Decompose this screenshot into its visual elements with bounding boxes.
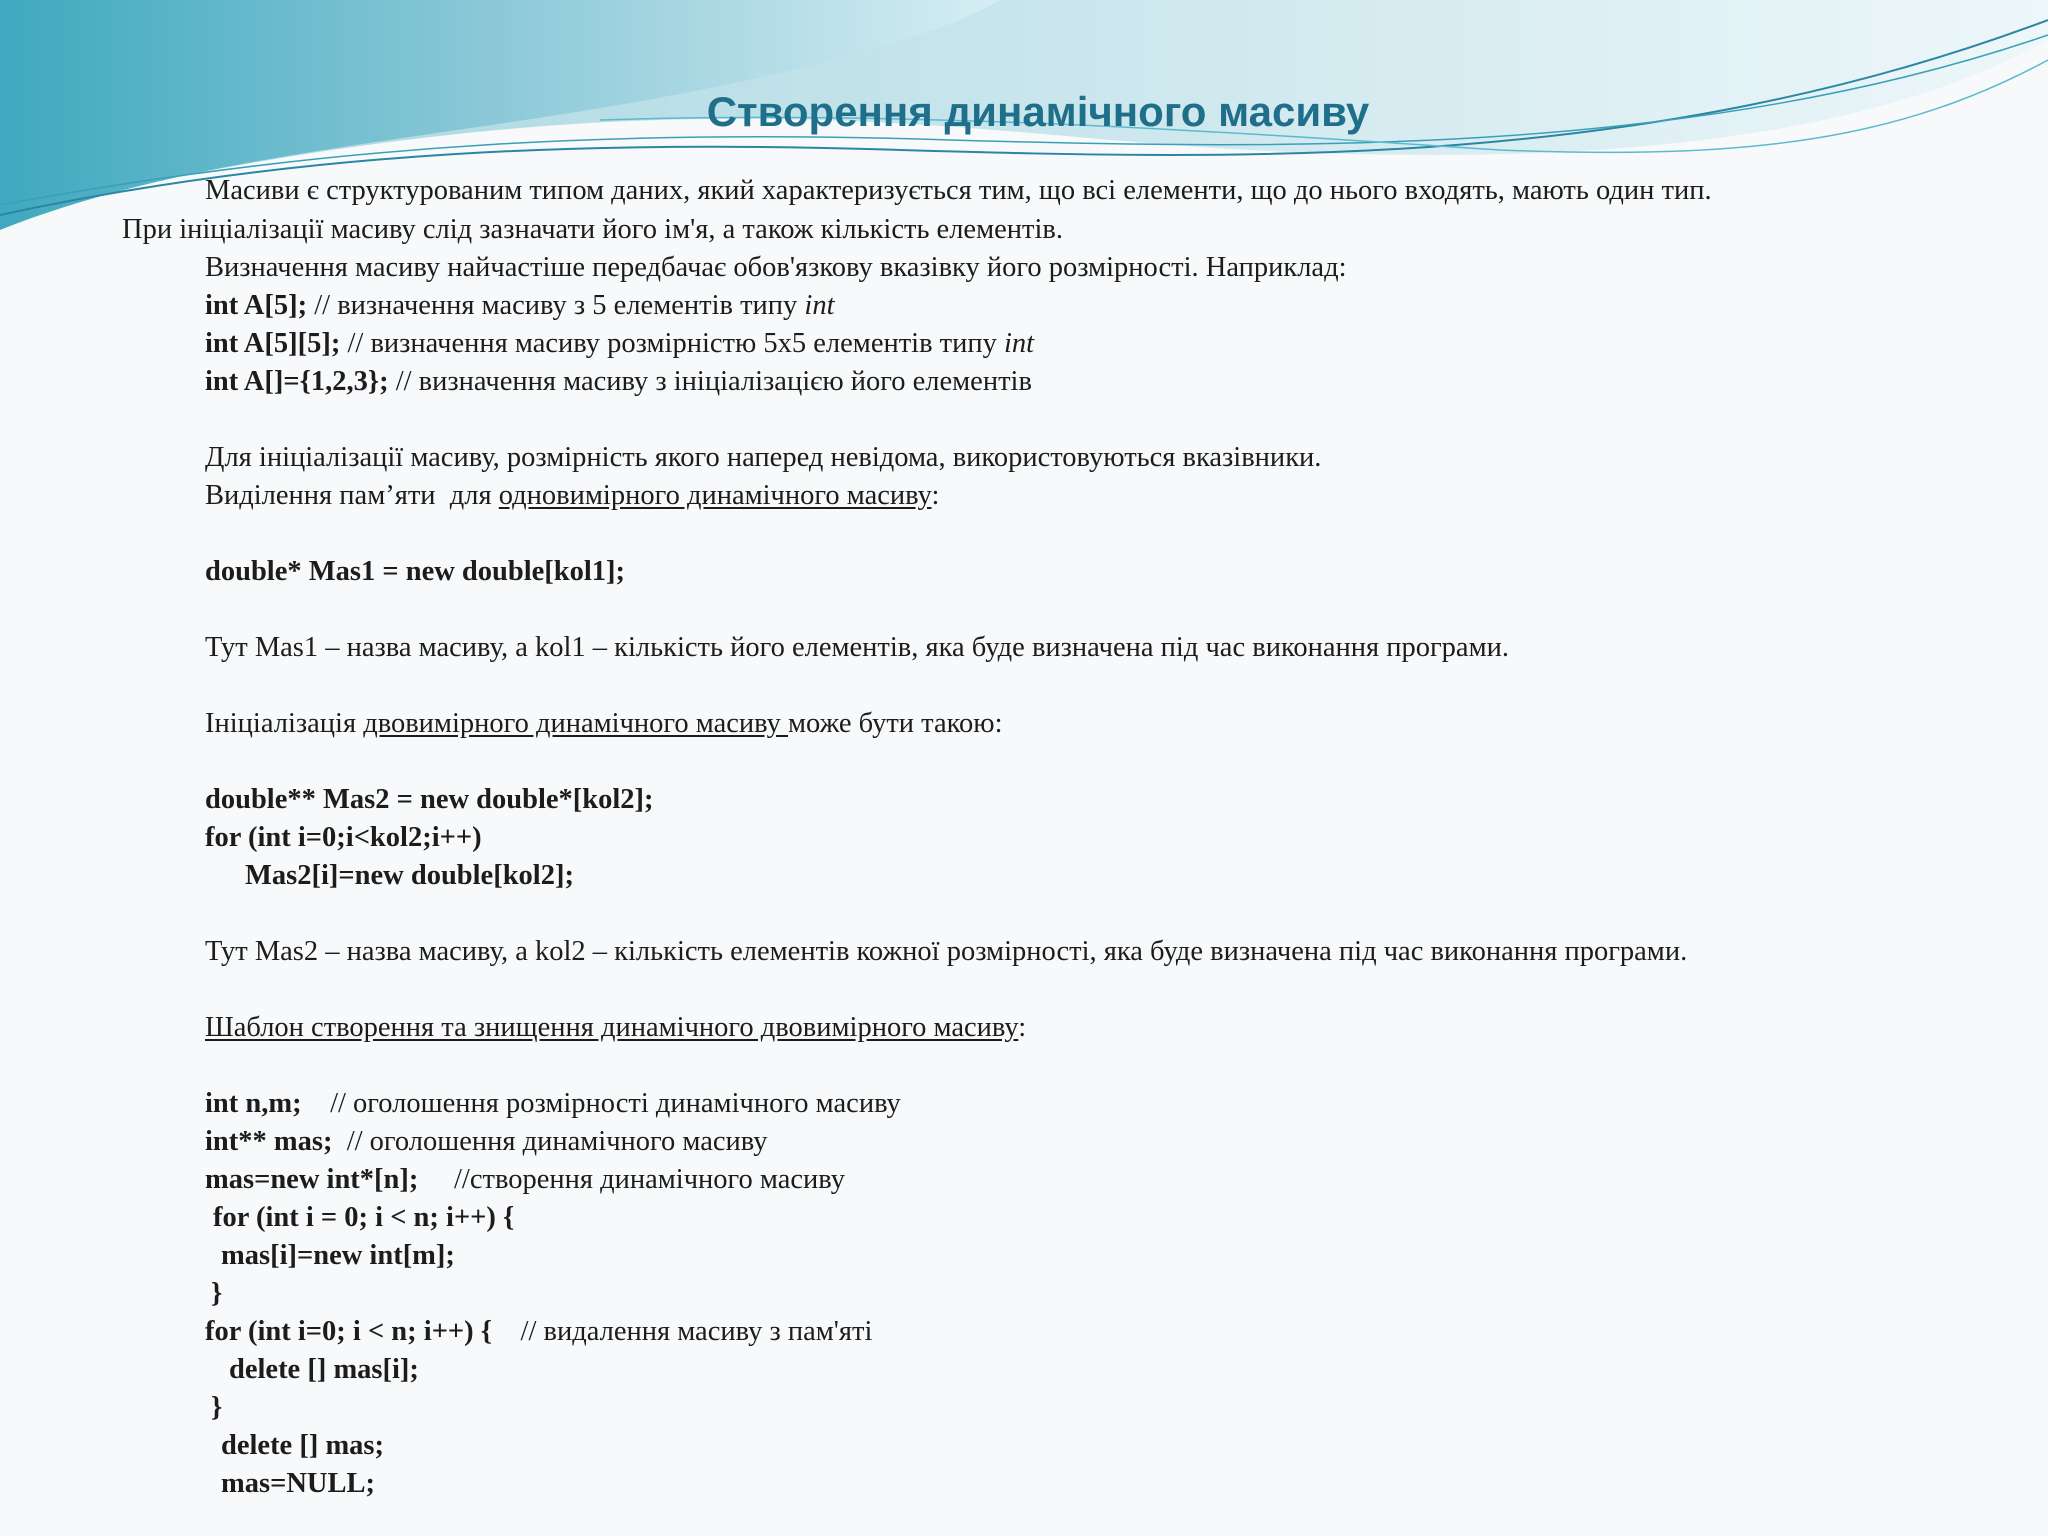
- example-line-2: int A[5][5]; // визначення масиву розмірністю 5х5 елементів типу int: [205, 328, 1035, 359]
- template-line-2: int** mas; // оголошення динамічного масиву: [205, 1126, 768, 1157]
- paragraph-template-heading: Шаблон створення та знищення динамічного двовимірного масиву:: [205, 1012, 1027, 1043]
- code-2d-line-2: for (int i=0;i<kol2;i++): [205, 822, 482, 853]
- template-line-7: for (int i=0; i < n; i++) { // видалення масиву з пам'яті: [205, 1316, 873, 1347]
- example-line-1: int A[5]; // визначення масиву з 5 елементів типу int: [205, 290, 835, 321]
- template-line-10: delete [] mas;: [221, 1430, 385, 1461]
- code-2d-line-1: double** Mas2 = new double*[kol2];: [205, 784, 654, 815]
- paragraph-mas2-explain: Тут Mas2 – назва масиву, а kol2 – кількість елементів кожної розмірності, яка буде визначена під час виконання програми.: [205, 936, 1688, 967]
- template-line-3: mas=new int*[n]; //створення динамічного масиву: [205, 1164, 846, 1195]
- code-1d-alloc: double* Mas1 = new double[kol1];: [205, 556, 626, 587]
- paragraph-memory-1d: Виділення пам’яти для одновимірного динамічного масиву:: [205, 480, 940, 511]
- paragraph-intro-line2: При ініціалізації масиву слід зазначати його ім'я, а також кількість елементів.: [122, 214, 1063, 245]
- paragraph-mas1-explain: Тут Mas1 – назва масиву, а kol1 – кількість його елементів, яка буде визначена під час виконання програми.: [205, 632, 1509, 663]
- example-line-3: int A[]={1,2,3}; // визначення масиву з ініціалізацією його елементів: [205, 366, 1032, 397]
- code-2d-line-3: Mas2[i]=new double[kol2];: [245, 860, 574, 891]
- template-line-11: mas=NULL;: [221, 1468, 375, 1499]
- paragraph-pointers: Для ініціалізації масиву, розмірність якого наперед невідома, використовуються вказівники.: [205, 442, 1322, 473]
- template-line-1: int n,m; // оголошення розмірності динамічного масиву: [205, 1088, 901, 1119]
- slide-title: Створення динамічного масиву: [706, 88, 1370, 135]
- template-line-9: }: [211, 1392, 223, 1423]
- template-line-6: }: [211, 1278, 223, 1309]
- paragraph-intro-line1: Масиви є структурованим типом даних, який характеризується тим, що всі елементи, що до нього входять, мають один тип.: [205, 175, 1712, 206]
- paragraph-definition: Визначення масиву найчастіше передбачає обов'язкову вказівку його розмірності. Наприклад:: [205, 252, 1347, 283]
- template-line-8: delete [] mas[i];: [229, 1354, 419, 1385]
- template-line-4: for (int i = 0; i < n; i++) {: [213, 1202, 515, 1233]
- template-line-5: mas[i]=new int[m];: [221, 1240, 455, 1271]
- paragraph-2d-init: Ініціалізація двовимірного динамічного масиву може бути такою:: [205, 708, 1003, 739]
